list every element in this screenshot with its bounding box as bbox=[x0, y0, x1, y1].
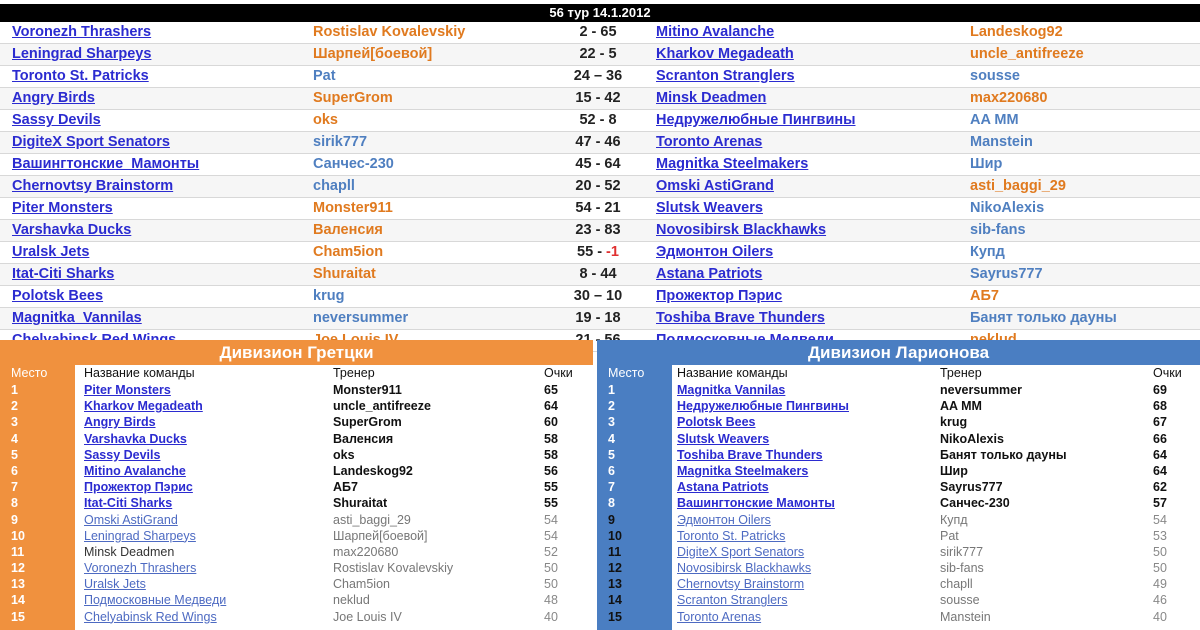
standings-row bbox=[597, 544, 1200, 560]
team-link[interactable]: Toronto St. Patricks bbox=[677, 528, 786, 543]
division-title: Дивизион Гретцки bbox=[0, 340, 593, 365]
header-points: Очки bbox=[544, 366, 573, 380]
standings-row bbox=[0, 398, 593, 414]
match-row bbox=[0, 88, 1200, 110]
standings-row bbox=[597, 463, 1200, 479]
home-coach: Monster911 bbox=[313, 200, 393, 216]
away-team-link[interactable]: Scranton Stranglers bbox=[656, 68, 795, 84]
header-coach: Тренер bbox=[940, 366, 982, 380]
team-link[interactable]: Polotsk Bees bbox=[677, 415, 756, 430]
match-score bbox=[540, 44, 656, 65]
match-score bbox=[540, 66, 656, 87]
division-larionov bbox=[597, 340, 1200, 630]
coach-name: NikoAlexis bbox=[940, 431, 1004, 446]
standings-header bbox=[0, 365, 593, 382]
coach-name: Банят только дауны bbox=[940, 447, 1067, 462]
standings-row bbox=[0, 414, 593, 430]
coach-name: chapll bbox=[940, 577, 973, 592]
home-team-link[interactable]: Polotsk Bees bbox=[12, 288, 104, 304]
home-team-link[interactable]: Piter Monsters bbox=[12, 200, 113, 216]
rank: 1 bbox=[11, 383, 18, 397]
rank: 2 bbox=[11, 399, 18, 414]
points: 46 bbox=[1153, 593, 1167, 608]
team-link[interactable]: Эдмонтон Oilers bbox=[677, 512, 771, 527]
team-link[interactable]: Piter Monsters bbox=[84, 383, 171, 397]
home-team-link[interactable]: Voronezh Thrashers bbox=[12, 24, 152, 40]
points: 69 bbox=[1153, 383, 1167, 397]
coach-name: Шир bbox=[940, 463, 968, 478]
match-score bbox=[540, 176, 656, 197]
away-coach: asti_baggi_29 bbox=[970, 178, 1066, 194]
score-text: 2 - 65 bbox=[579, 24, 617, 40]
coach-name: Shuraitat bbox=[333, 496, 388, 511]
match-score bbox=[540, 242, 656, 263]
score-text: 23 - 83 bbox=[575, 222, 621, 238]
rank: 10 bbox=[608, 528, 622, 543]
home-team-link[interactable]: Angry Birds bbox=[12, 90, 95, 106]
team-link[interactable]: Angry Birds bbox=[84, 415, 156, 430]
team-link[interactable]: Leningrad Sharpeys bbox=[84, 528, 196, 543]
match-row bbox=[0, 132, 1200, 154]
coach-name: krug bbox=[940, 415, 968, 430]
rank: 9 bbox=[608, 512, 615, 527]
match-row bbox=[0, 242, 1200, 264]
points: 52 bbox=[544, 544, 558, 559]
match-row bbox=[0, 264, 1200, 286]
match-score bbox=[540, 198, 656, 219]
away-coach: max220680 bbox=[970, 90, 1048, 106]
points: 55 bbox=[544, 480, 558, 495]
rank: 1 bbox=[608, 383, 615, 397]
rank: 8 bbox=[11, 496, 18, 511]
rank: 12 bbox=[11, 561, 25, 576]
points: 67 bbox=[1153, 415, 1167, 430]
team-link[interactable]: Вашингтонские Мамонты bbox=[677, 496, 835, 511]
score-text: 19 - 18 bbox=[575, 310, 621, 326]
coach-name: Rostislav Kovalevskiy bbox=[333, 561, 454, 576]
team-link[interactable]: Недружелюбные Пингвины bbox=[677, 399, 849, 414]
header-coach: Тренер bbox=[333, 366, 375, 380]
points: 60 bbox=[544, 415, 558, 430]
rank: 3 bbox=[608, 415, 615, 430]
match-score bbox=[540, 22, 656, 43]
division-title: Дивизион Ларионова bbox=[597, 340, 1200, 365]
standings-row bbox=[0, 576, 593, 592]
points: 50 bbox=[544, 561, 558, 576]
coach-name: SuperGrom bbox=[333, 415, 402, 430]
team-link[interactable]: Magnitka Steelmakers bbox=[677, 463, 809, 478]
match-row bbox=[0, 198, 1200, 220]
away-coach: AA MM bbox=[970, 112, 1019, 128]
match-score bbox=[540, 110, 656, 131]
away-coach: uncle_antifreeze bbox=[970, 46, 1084, 62]
points: 64 bbox=[544, 399, 558, 414]
rank: 13 bbox=[11, 577, 25, 592]
away-team-link[interactable]: Toshiba Brave Thunders bbox=[656, 310, 825, 326]
standings-row bbox=[0, 479, 593, 495]
match-row bbox=[0, 22, 1200, 44]
match-row bbox=[0, 66, 1200, 88]
coach-name: АБ7 bbox=[333, 480, 358, 495]
score-text: 22 - 5 bbox=[579, 46, 617, 62]
points: 65 bbox=[544, 383, 558, 397]
away-team-link[interactable]: Minsk Deadmen bbox=[656, 90, 767, 106]
coach-name: Manstein bbox=[940, 609, 991, 624]
coach-name: max220680 bbox=[333, 544, 399, 559]
home-team-link[interactable]: Magnitka_Vannilas bbox=[12, 310, 142, 326]
score-text: 54 - 21 bbox=[575, 200, 621, 216]
standings-row bbox=[597, 560, 1200, 576]
rank: 13 bbox=[608, 577, 622, 592]
away-coach: Купд bbox=[970, 244, 1005, 260]
match-row bbox=[0, 154, 1200, 176]
away-coach: Landeskog92 bbox=[970, 24, 1063, 40]
rank: 5 bbox=[608, 447, 615, 462]
home-coach: Cham5ion bbox=[313, 244, 384, 260]
coach-name: Joe Louis IV bbox=[333, 609, 402, 624]
team-link[interactable]: Astana Patriots bbox=[677, 480, 769, 495]
team-link[interactable]: Minsk Deadmen bbox=[84, 544, 175, 559]
standings-row bbox=[597, 398, 1200, 414]
home-team-link[interactable]: Uralsk Jets bbox=[12, 244, 90, 260]
points: 62 bbox=[1153, 480, 1167, 495]
team-link[interactable]: Voronezh Thrashers bbox=[84, 561, 197, 576]
score-text: 8 - 44 bbox=[579, 266, 617, 282]
points: 49 bbox=[1153, 577, 1167, 592]
rank: 6 bbox=[608, 463, 615, 478]
points: 66 bbox=[1153, 431, 1167, 446]
away-coach: NikoAlexis bbox=[970, 200, 1045, 216]
points: 54 bbox=[544, 528, 558, 543]
team-link[interactable]: Mitino Avalanche bbox=[84, 463, 186, 478]
coach-name: Cham5ion bbox=[333, 577, 390, 592]
standings-row bbox=[597, 528, 1200, 544]
coach-name: Валенсия bbox=[333, 431, 394, 446]
away-team-link[interactable]: Mitino Avalanche bbox=[656, 24, 775, 40]
match-row bbox=[0, 308, 1200, 330]
away-coach: sib-fans bbox=[970, 222, 1026, 238]
points: 57 bbox=[1153, 496, 1167, 511]
team-link[interactable]: Подмосковные Медведи bbox=[84, 593, 227, 608]
away-team-link[interactable]: Novosibirsk Blackhawks bbox=[656, 222, 827, 238]
coach-name: Pat bbox=[940, 528, 959, 543]
points: 40 bbox=[544, 609, 558, 624]
team-link[interactable]: Omski AstiGrand bbox=[84, 512, 178, 527]
team-link[interactable]: Magnitka Vannilas bbox=[677, 383, 786, 397]
standings-row bbox=[0, 544, 593, 560]
standings-table bbox=[0, 365, 593, 625]
score-text: 24 – 36 bbox=[573, 68, 623, 84]
standings-row bbox=[0, 528, 593, 544]
team-link[interactable]: Kharkov Megadeath bbox=[84, 399, 203, 414]
tour-title: 56 тур 14.1.2012 bbox=[0, 4, 1200, 22]
home-coach: sirik777 bbox=[313, 134, 368, 150]
coach-name: uncle_antifreeze bbox=[333, 399, 431, 414]
standings-row bbox=[0, 495, 593, 511]
standings-row bbox=[597, 414, 1200, 430]
rank: 8 bbox=[608, 496, 615, 511]
home-team-link[interactable]: Itat-Citi Sharks bbox=[12, 266, 115, 282]
standings-row bbox=[597, 382, 1200, 398]
match-row bbox=[0, 286, 1200, 308]
home-coach: Шарпей[боевой] bbox=[313, 46, 433, 62]
standings-row bbox=[597, 479, 1200, 495]
home-coach: neversummer bbox=[313, 310, 409, 326]
team-link[interactable]: Slutsk Weavers bbox=[677, 431, 770, 446]
rank: 3 bbox=[11, 415, 18, 430]
away-coach: Шир bbox=[970, 156, 1003, 172]
points: 55 bbox=[544, 496, 558, 511]
points: 48 bbox=[544, 593, 558, 608]
rank: 10 bbox=[11, 528, 25, 543]
coach-name: oks bbox=[333, 447, 355, 462]
header-rank: Место bbox=[608, 366, 645, 380]
rank: 4 bbox=[11, 431, 18, 446]
points: 53 bbox=[1153, 528, 1167, 543]
points: 50 bbox=[1153, 544, 1167, 559]
away-team-link[interactable]: Astana Patriots bbox=[656, 266, 763, 282]
rank: 15 bbox=[11, 609, 25, 624]
home-team-link[interactable]: Varshavka Ducks bbox=[12, 222, 132, 238]
points: 54 bbox=[1153, 512, 1167, 527]
home-coach: Pat bbox=[313, 68, 336, 84]
team-link[interactable]: Varshavka Ducks bbox=[84, 431, 187, 446]
coach-name: AA MM bbox=[940, 399, 982, 414]
rank: 4 bbox=[608, 431, 615, 446]
rank: 12 bbox=[608, 561, 622, 576]
header-team: Название команды bbox=[677, 366, 788, 380]
score-text: 15 - 42 bbox=[575, 90, 621, 106]
standings-row bbox=[597, 447, 1200, 463]
coach-name: sousse bbox=[940, 593, 980, 608]
coach-name: sib-fans bbox=[940, 561, 984, 576]
points: 64 bbox=[1153, 463, 1167, 478]
away-team-link[interactable]: Toronto Arenas bbox=[656, 134, 763, 150]
match-row bbox=[0, 176, 1200, 198]
team-link[interactable]: Chelyabinsk Red Wings bbox=[84, 609, 217, 624]
points: 58 bbox=[544, 431, 558, 446]
match-results-table bbox=[0, 22, 1200, 352]
standings-row bbox=[0, 512, 593, 528]
away-team-link[interactable]: Недружелюбные Пингвины bbox=[656, 112, 856, 128]
points: 68 bbox=[1153, 399, 1167, 414]
away-coach: sousse bbox=[970, 68, 1020, 84]
coach-name: neversummer bbox=[940, 383, 1022, 397]
coach-name: Санчес-230 bbox=[940, 496, 1010, 511]
away-team-link[interactable]: Slutsk Weavers bbox=[656, 200, 763, 216]
standings-table bbox=[597, 365, 1200, 625]
standings-row bbox=[597, 431, 1200, 447]
away-coach: Банят только дауны bbox=[970, 310, 1117, 326]
match-score bbox=[540, 220, 656, 241]
home-coach: Валенсия bbox=[313, 222, 383, 238]
home-coach: Санчес-230 bbox=[313, 156, 394, 172]
home-coach: krug bbox=[313, 288, 345, 304]
standings-row bbox=[0, 447, 593, 463]
home-team-link[interactable]: Leningrad Sharpeys bbox=[12, 46, 152, 62]
team-link[interactable]: Прожектор Пэрис bbox=[84, 480, 193, 495]
points: 56 bbox=[544, 463, 558, 478]
standings-row bbox=[0, 560, 593, 576]
coach-name: neklud bbox=[333, 593, 370, 608]
home-coach: SuperGrom bbox=[313, 90, 393, 106]
rank: 11 bbox=[11, 544, 25, 559]
standings-row bbox=[0, 592, 593, 608]
header-points: Очки bbox=[1153, 366, 1182, 380]
match-score bbox=[540, 286, 656, 307]
home-team-link[interactable]: Chernovtsy Brainstorm bbox=[12, 178, 174, 194]
coach-name: Шарпей[боевой] bbox=[333, 528, 428, 543]
away-coach: Manstein bbox=[970, 134, 1033, 150]
rank: 7 bbox=[11, 480, 18, 495]
rank: 9 bbox=[11, 512, 18, 527]
team-link[interactable]: Scranton Stranglers bbox=[677, 593, 788, 608]
away-team-link[interactable]: Kharkov Megadeath bbox=[656, 46, 794, 62]
points: 54 bbox=[544, 512, 558, 527]
home-coach: oks bbox=[313, 112, 338, 128]
home-team-link[interactable]: Вашингтонские_Мамонты bbox=[12, 156, 200, 172]
rank: 14 bbox=[608, 593, 622, 608]
standings-row bbox=[597, 592, 1200, 608]
coach-name: asti_baggi_29 bbox=[333, 512, 411, 527]
team-link[interactable]: Itat-Citi Sharks bbox=[84, 496, 173, 511]
coach-name: Купд bbox=[940, 512, 968, 527]
points: 40 bbox=[1153, 609, 1167, 624]
home-coach: chapll bbox=[313, 178, 355, 194]
home-team-link[interactable]: DigiteX Sport Senators bbox=[12, 134, 170, 150]
coach-name: Monster911 bbox=[333, 383, 402, 397]
score-negative: -1 bbox=[606, 244, 619, 260]
away-team-link[interactable]: Прожектор Пэрис bbox=[656, 288, 783, 304]
match-score bbox=[540, 132, 656, 153]
coach-name: sirik777 bbox=[940, 544, 984, 559]
team-link[interactable]: Toronto Arenas bbox=[677, 609, 762, 624]
coach-name: Sayrus777 bbox=[940, 480, 1003, 495]
match-row bbox=[0, 220, 1200, 242]
standings-row bbox=[0, 609, 593, 625]
home-team-link[interactable]: Sassy Devils bbox=[12, 112, 101, 128]
rank: 6 bbox=[11, 463, 18, 478]
score-text: 52 - 8 bbox=[579, 112, 617, 128]
match-score bbox=[540, 88, 656, 109]
team-link[interactable]: Toshiba Brave Thunders bbox=[677, 447, 823, 462]
division-gretzky bbox=[0, 340, 593, 630]
home-team-link[interactable]: Toronto St. Patricks bbox=[12, 68, 149, 84]
coach-name: Landeskog92 bbox=[333, 463, 413, 478]
home-coach: Shuraitat bbox=[313, 266, 376, 282]
score-text: 47 - 46 bbox=[575, 134, 621, 150]
team-link[interactable]: Novosibirsk Blackhawks bbox=[677, 561, 812, 576]
rank: 15 bbox=[608, 609, 622, 624]
match-score bbox=[540, 154, 656, 175]
standings-row bbox=[597, 495, 1200, 511]
standings-row bbox=[0, 463, 593, 479]
rank: 11 bbox=[608, 544, 622, 559]
points: 58 bbox=[544, 447, 558, 462]
home-coach: Rostislav Kovalevskiy bbox=[313, 24, 466, 40]
away-team-link[interactable]: Omski AstiGrand bbox=[656, 178, 774, 194]
score-text: 30 – 10 bbox=[573, 288, 623, 304]
team-link[interactable]: Sassy Devils bbox=[84, 447, 161, 462]
standings-row bbox=[0, 431, 593, 447]
away-team-link[interactable]: Эдмонтон Oilers bbox=[656, 244, 774, 260]
rank: 2 bbox=[608, 399, 615, 414]
away-team-link[interactable]: Magnitka Steelmakers bbox=[656, 156, 809, 172]
match-score bbox=[540, 264, 656, 285]
away-coach: АБ7 bbox=[970, 288, 999, 304]
match-row bbox=[0, 110, 1200, 132]
header-team: Название команды bbox=[84, 366, 195, 380]
score-text: 20 - 52 bbox=[575, 178, 621, 194]
points: 50 bbox=[1153, 561, 1167, 576]
points: 64 bbox=[1153, 447, 1167, 462]
points: 50 bbox=[544, 577, 558, 592]
match-row bbox=[0, 44, 1200, 66]
header-rank: Место bbox=[11, 366, 48, 380]
team-link[interactable]: DigiteX Sport Senators bbox=[677, 544, 805, 559]
standings-header bbox=[597, 365, 1200, 382]
score-text: 55 - bbox=[577, 244, 607, 260]
standings-row bbox=[597, 576, 1200, 592]
standings-row bbox=[0, 382, 593, 398]
score-text: 45 - 64 bbox=[575, 156, 621, 172]
rank: 7 bbox=[608, 480, 615, 495]
rank: 5 bbox=[11, 447, 18, 462]
rank: 14 bbox=[11, 593, 25, 608]
standings-row bbox=[597, 609, 1200, 625]
match-score bbox=[540, 308, 656, 329]
away-coach: Sayrus777 bbox=[970, 266, 1043, 282]
team-link[interactable]: Uralsk Jets bbox=[84, 577, 146, 592]
standings-row bbox=[597, 512, 1200, 528]
team-link[interactable]: Chernovtsy Brainstorm bbox=[677, 577, 805, 592]
